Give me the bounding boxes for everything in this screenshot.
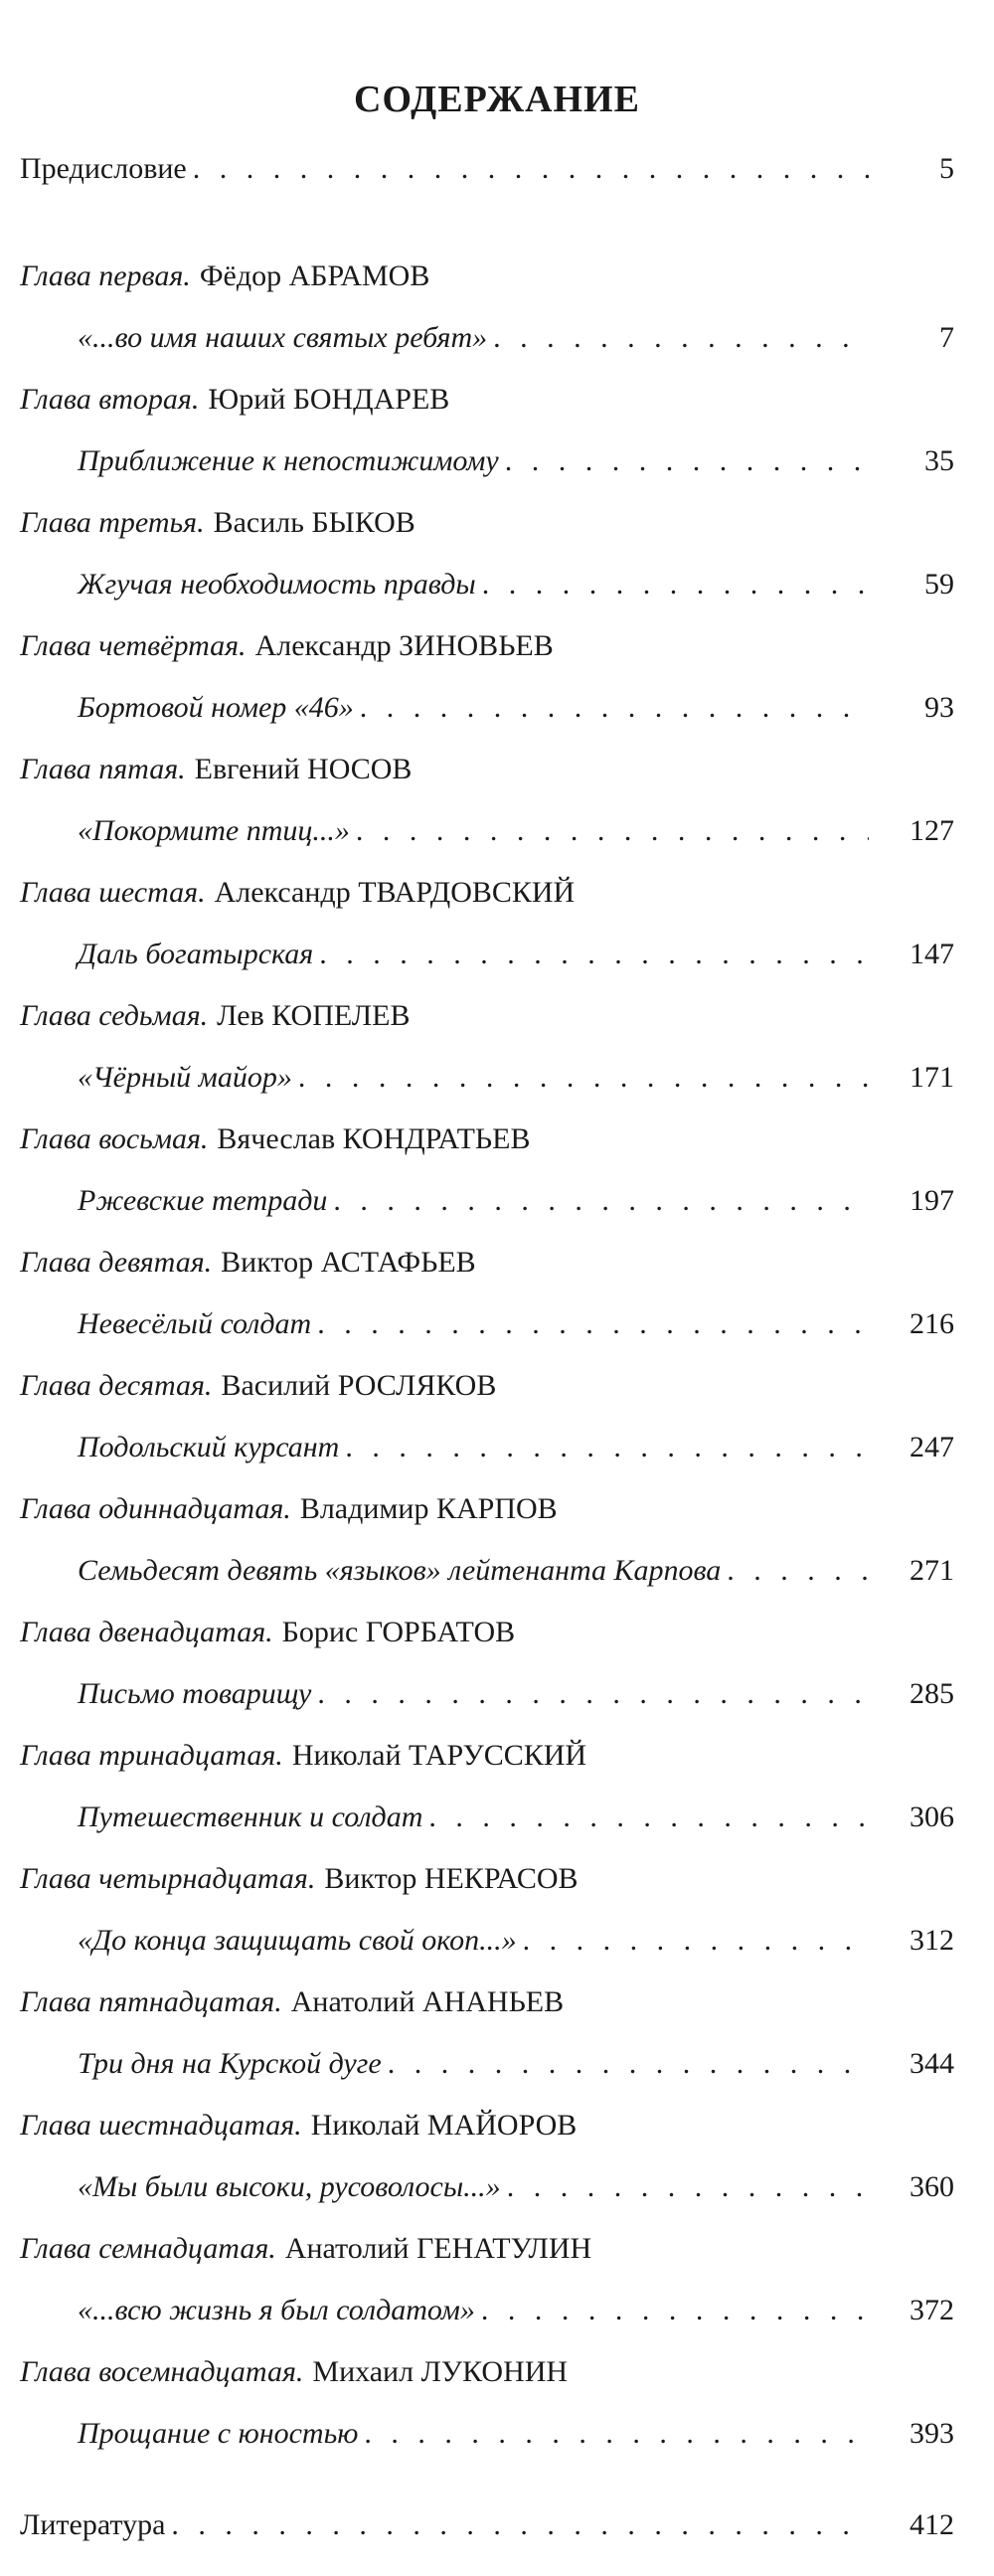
- chapter-title-entry: [20, 2167, 954, 2229]
- chapter-author: Василий РОСЛЯКОВ: [221, 1369, 497, 1402]
- chapter-title: «...во имя наших святых ребят»: [78, 321, 488, 354]
- entry-page-number: 5: [939, 152, 954, 185]
- chapter-page-number: 306: [910, 1801, 954, 1833]
- leader-dots: [507, 2167, 869, 2207]
- leader-dots: [333, 1181, 869, 1221]
- chapter-title-entry: [20, 565, 954, 626]
- leader-dots: [505, 441, 869, 481]
- chapter-page-number: 35: [924, 444, 954, 477]
- chapter-author: Анатолий АНАНЬЕВ: [290, 1985, 565, 2018]
- chapter-heading: [20, 1613, 954, 1674]
- chapter-ordinal: Глава пятая.: [20, 753, 186, 785]
- chapter-heading: [20, 2352, 954, 2414]
- chapter-heading: [20, 1119, 954, 1181]
- leader-dots: [481, 2291, 869, 2330]
- chapter-heading: [20, 1243, 954, 1304]
- leader-dots: [171, 2505, 869, 2545]
- chapter-heading: [20, 626, 954, 688]
- chapter-ordinal: Глава десятая.: [20, 1369, 213, 1402]
- chapter-title-entry: [20, 1551, 954, 1613]
- leader-dots: [298, 1058, 869, 1098]
- leader-dots: [356, 811, 869, 851]
- chapter-author: Николай ТАРУССКИЙ: [291, 1739, 587, 1772]
- chapter-ordinal: Глава двенадцатая.: [20, 1616, 273, 1648]
- chapter-ordinal: Глава шестнадцатая.: [20, 2109, 302, 2142]
- chapter-title-entry: [20, 2044, 954, 2106]
- chapter-author: Василь БЫКОВ: [213, 506, 415, 539]
- chapter-page-number: 344: [910, 2047, 954, 2080]
- chapter-title: Приближение к непостижимому: [78, 444, 499, 477]
- chapter-ordinal: Глава девятая.: [20, 1246, 213, 1279]
- chapter-title: Бортовой номер «46»: [78, 691, 354, 724]
- chapter-heading: [20, 1736, 954, 1798]
- chapter-author: Владимир КАРПОВ: [299, 1492, 558, 1525]
- chapter-ordinal: Глава восьмая.: [20, 1122, 209, 1155]
- page-title: СОДЕРЖАНИЕ: [354, 79, 640, 120]
- chapter-page-number: 360: [910, 2170, 954, 2203]
- leader-dots: [360, 688, 869, 728]
- chapter-title: Невесёлый солдат: [78, 1307, 312, 1340]
- leader-dots: [388, 2044, 869, 2084]
- chapter-page-number: 372: [910, 2294, 954, 2326]
- chapter-title-entry: [20, 1058, 954, 1119]
- toc-entry-literature: [20, 2505, 954, 2576]
- chapter-title-entry: [20, 1798, 954, 1859]
- chapter-ordinal: Глава седьмая.: [20, 999, 209, 1032]
- leader-dots: [428, 1798, 869, 1837]
- chapter-page-number: 285: [910, 1677, 954, 1710]
- chapter-title-entry: [20, 811, 954, 873]
- chapter-author: Вячеслав КОНДРАТЬЕВ: [217, 1122, 531, 1155]
- chapter-title: «Чёрный майор»: [78, 1061, 292, 1094]
- chapter-page-number: 147: [910, 938, 954, 970]
- entry-label: Предисловие: [20, 152, 187, 185]
- chapter-title: «До конца защищать свой окоп...»: [78, 1924, 517, 1957]
- leader-dots: [345, 1428, 869, 1467]
- chapter-title: Подольский курсант: [78, 1431, 340, 1463]
- chapter-author: Виктор НЕКРАСОВ: [324, 1862, 579, 1895]
- entry-label: Литература: [20, 2508, 166, 2541]
- chapter-author: Николай МАЙОРОВ: [310, 2109, 578, 2142]
- chapter-author: Лев КОПЕЛЕВ: [217, 999, 411, 1032]
- chapter-title-entry: [20, 1921, 954, 1982]
- chapter-title-entry: [20, 935, 954, 996]
- chapter-ordinal: Глава одиннадцатая.: [20, 1492, 291, 1525]
- chapter-heading: [20, 1982, 954, 2044]
- chapter-author: Виктор АСТАФЬЕВ: [221, 1246, 476, 1279]
- chapter-title: Письмо товарищу: [78, 1677, 312, 1710]
- chapter-ordinal: Глава вторая.: [20, 383, 200, 416]
- chapter-author: Михаил ЛУКОНИН: [312, 2355, 569, 2388]
- chapter-author: Александр ЗИНОВЬЕВ: [254, 629, 554, 662]
- chapter-title: «Покормите птиц...»: [78, 814, 350, 847]
- chapter-page-number: 393: [910, 2417, 954, 2450]
- leader-dots: [364, 2414, 869, 2454]
- toc-entry-preface: [20, 149, 954, 257]
- chapter-title-entry: [20, 1181, 954, 1243]
- chapter-author: Александр ТВАРДОВСКИЙ: [214, 876, 576, 909]
- chapter-title-entry: [20, 1304, 954, 1366]
- chapter-page-number: 312: [910, 1924, 954, 1957]
- chapter-page-number: 197: [910, 1184, 954, 1217]
- chapter-ordinal: Глава тринадцатая.: [20, 1739, 283, 1772]
- chapter-page-number: 93: [924, 691, 954, 724]
- chapter-title: Прощание с юностью: [78, 2417, 359, 2450]
- chapter-author: Фёдор АБРАМОВ: [199, 259, 430, 292]
- leader-dots: [317, 1304, 869, 1344]
- chapter-title-entry: [20, 1428, 954, 1489]
- chapter-page-number: 247: [910, 1431, 954, 1463]
- chapter-heading: [20, 750, 954, 811]
- chapter-ordinal: Глава шестая.: [20, 876, 206, 909]
- chapter-heading: [20, 1366, 954, 1428]
- chapter-title-entry: [20, 688, 954, 750]
- chapter-author: Юрий БОНДАРЕВ: [208, 383, 450, 416]
- chapter-heading: [20, 2229, 954, 2291]
- chapter-heading: [20, 380, 954, 441]
- chapter-title: «Мы были высоки, русоволосы...»: [78, 2170, 501, 2203]
- leader-dots: [727, 1551, 869, 1591]
- chapter-heading: [20, 257, 954, 318]
- chapter-heading: [20, 503, 954, 565]
- chapter-ordinal: Глава пятнадцатая.: [20, 1985, 282, 2018]
- chapter-title: Семьдесят девять «языков» лейтенанта Карпова: [78, 1554, 722, 1587]
- chapter-page-number: 271: [910, 1554, 954, 1587]
- chapter-ordinal: Глава первая.: [20, 259, 191, 292]
- chapter-heading: [20, 1489, 954, 1551]
- chapter-author: Анатолий ГЕНАТУЛИН: [284, 2232, 592, 2265]
- chapter-heading: [20, 2106, 954, 2167]
- chapter-heading: [20, 996, 954, 1058]
- chapter-title: Ржевские тетради: [78, 1184, 328, 1217]
- chapter-title: Даль богатырская: [78, 938, 314, 970]
- chapter-ordinal: Глава третья.: [20, 506, 205, 539]
- leader-dots: [493, 318, 869, 358]
- leader-dots: [317, 1674, 869, 1714]
- chapter-title: Путешественник и солдат: [78, 1801, 423, 1833]
- chapter-list: [20, 257, 954, 2476]
- chapter-title: Жгучая необходимость правды: [78, 568, 476, 601]
- chapter-title-entry: [20, 2414, 954, 2476]
- chapter-heading: [20, 1859, 954, 1921]
- table-of-contents: [20, 149, 954, 2576]
- chapter-ordinal: Глава четвёртая.: [20, 629, 247, 662]
- chapter-title-entry: [20, 318, 954, 380]
- leader-dots: [523, 1921, 869, 1961]
- chapter-ordinal: Глава восемнадцатая.: [20, 2355, 304, 2388]
- chapter-title-entry: [20, 1674, 954, 1736]
- chapter-title-entry: [20, 441, 954, 503]
- chapter-page-number: 59: [924, 568, 954, 601]
- chapter-page-number: 216: [910, 1307, 954, 1340]
- entry-page-number: 412: [910, 2508, 954, 2541]
- chapter-title: «...всю жизнь я был солдатом»: [78, 2294, 475, 2326]
- leader-dots: [319, 935, 869, 974]
- chapter-author: Евгений НОСОВ: [194, 753, 413, 785]
- chapter-page-number: 127: [910, 814, 954, 847]
- chapter-heading: [20, 873, 954, 935]
- chapter-title-entry: [20, 2291, 954, 2352]
- chapter-page-number: 7: [939, 321, 954, 354]
- chapter-title: Три дня на Курской дуге: [78, 2047, 382, 2080]
- leader-dots: [193, 149, 869, 189]
- leader-dots: [482, 565, 869, 604]
- chapter-author: Борис ГОРБАТОВ: [281, 1616, 516, 1648]
- chapter-ordinal: Глава семнадцатая.: [20, 2232, 276, 2265]
- chapter-ordinal: Глава четырнадцатая.: [20, 1862, 316, 1895]
- chapter-page-number: 171: [910, 1061, 954, 1094]
